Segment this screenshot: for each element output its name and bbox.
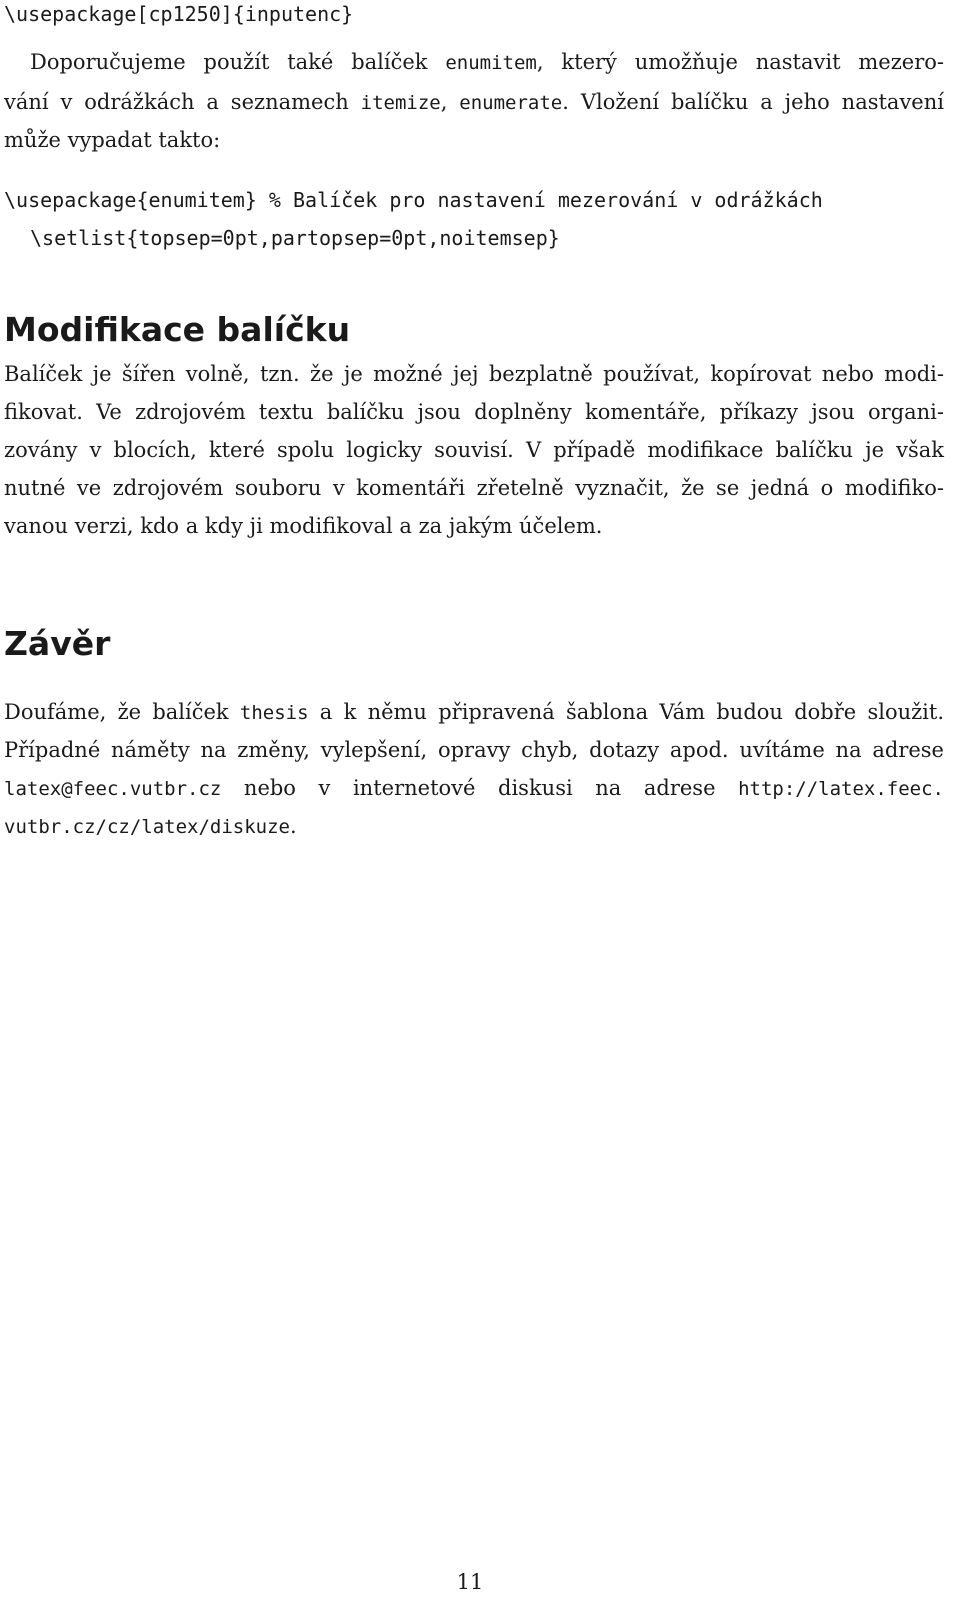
paragraph-modifikace-line-4: nutné ve zdrojovém souboru v komentáři zřetelně vyznačit, že se jedná o modifiko- — [4, 476, 944, 500]
text-span: Doporučujeme použít také balíček — [30, 50, 446, 74]
inline-code-thesis: thesis — [239, 702, 309, 724]
paragraph-zaver-line-2: Případné náměty na změny, vylepšení, opravy chyb, dotazy apod. uvítáme na adrese — [4, 738, 944, 762]
paragraph-modifikace-line-1: Balíček je šířen volně, tzn. že je možné jej bezplatně používat, kopírovat nebo modi- — [4, 362, 944, 386]
text-span: nebo v internetové diskusi na adrese — [221, 776, 739, 800]
paragraph-modifikace-line-3: zovány v blocích, které spolu logicky souvisí. V případě modifikace balíčku je však — [4, 438, 944, 462]
inline-code-enumerate: enumerate — [459, 92, 563, 114]
section-heading-modifikace: Modifikace balíčku — [4, 310, 351, 349]
code-line-setlist: \setlist{topsep=0pt,partopsep=0pt,noitemsep} — [30, 226, 560, 250]
text-span: Doufáme, že balíček — [4, 700, 240, 724]
page-number: 11 — [456, 1570, 484, 1594]
paragraph-enumitem-line-3: může vypadat takto: — [4, 128, 221, 152]
inline-code-itemize: itemize — [360, 92, 441, 114]
inline-code-enumitem: enumitem — [445, 52, 537, 74]
paragraph-zaver-line-4 — [4, 812, 944, 841]
text-span: , který umožňuje nastavit mezero- — [536, 50, 944, 74]
text-span: , — [440, 90, 460, 114]
text-span: vání v odrážkách a seznamech — [4, 90, 361, 114]
email-link[interactable]: latex@feec.vutbr.cz — [4, 778, 222, 800]
paragraph-modifikace-line-2: fikovat. Ve zdrojovém textu balíčku jsou doplněny komentáře, příkazy jsou organi- — [4, 400, 944, 424]
text-span: a k němu připravená šablona Vám budou dobře sloužit. — [308, 700, 945, 724]
paragraph-enumitem-line-1 — [30, 48, 944, 77]
paragraph-modifikace-line-5: vanou verzi, kdo a kdy ji modifikoval a za jakým účelem. — [4, 514, 603, 538]
paragraph-enumitem-line-2 — [4, 88, 944, 117]
paragraph-zaver-line-1 — [4, 698, 944, 727]
code-line-inputenc: \usepackage[cp1250]{inputenc} — [4, 2, 354, 26]
paragraph-zaver-line-3 — [4, 774, 944, 803]
text-span: . Vložení balíčku a jeho nastavení — [562, 90, 944, 114]
code-line-enumitem: \usepackage{enumitem} % Balíček pro nastavení mezerování v odrážkách — [4, 188, 823, 212]
section-heading-zaver: Závěr — [4, 624, 111, 663]
text-span: . — [289, 814, 297, 838]
url-link-part-2[interactable]: vutbr.cz/cz/latex/diskuze — [4, 816, 290, 838]
url-link-part-1[interactable]: http://latex.feec. — [738, 778, 944, 800]
